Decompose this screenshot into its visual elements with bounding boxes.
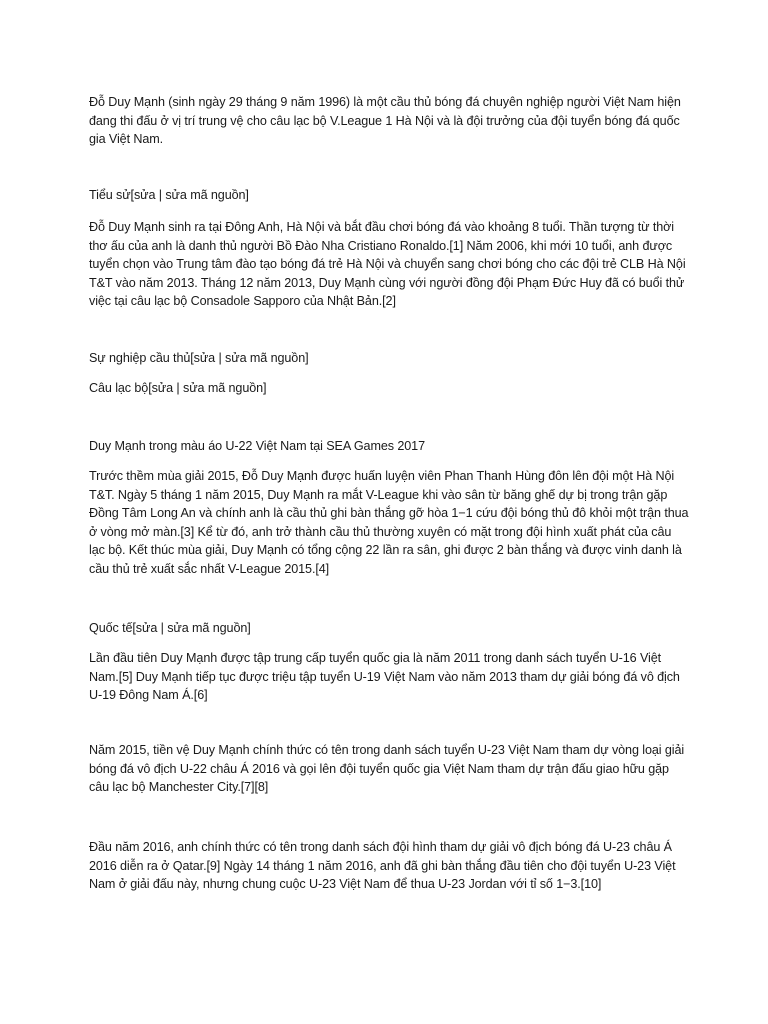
heading-career: Sự nghiệp cầu thủ[sửa | sửa mã nguồn]	[89, 351, 309, 365]
club-paragraph: Trước thềm mùa giải 2015, Đỗ Duy Mạnh được huấn luyện viên Phan Thanh Hùng đôn lên đội một Hà Nội T&T. Ngày 5 tháng 1 năm 2015, Duy Mạnh ra mắt V-League khi vào sân từ băng ghế dự bị trong trận gặp Đồng Tâm Long An và chính anh là cầu thủ ghi bàn thắng gỡ hòa 1−1 cứu đội bóng thủ đô khỏi một trận thua ở vòng mở màn.[3] Kể từ đó, anh trở thành cầu thủ thường xuyên có mặt trong đội hình xuất phát của câu lạc bộ. Kết thúc mùa giải, Duy Mạnh có tổng cộng 22 lần ra sân, ghi được 2 bàn thắng và được vinh danh là cầu thủ trẻ xuất sắc nhất V-League 2015.[4]	[89, 469, 689, 576]
biography-paragraph: Đỗ Duy Mạnh sinh ra tại Đông Anh, Hà Nội và bắt đầu chơi bóng đá vào khoảng 8 tuổi. Thần tượng từ thời thơ ấu của anh là danh thủ người Bồ Đào Nha Cristiano Ronaldo.[1] Năm 2006, khi mới 10 tuổi, anh được tuyển chọn vào Trung tâm đào tạo bóng đá trẻ Hà Nội và chuyển sang chơi bóng cho các đội trẻ CLB Hà Nội T&T vào năm 2013. Tháng 12 năm 2013, Duy Mạnh cùng với người đồng đội Phạm Đức Huy đã có buổi thử việc tại câu lạc bộ Consadole Sapporo của Nhật Bản.[2]	[89, 220, 686, 309]
heading-biography: Tiểu sử[sửa | sửa mã nguồn]	[89, 188, 249, 202]
heading-international: Quốc tế[sửa | sửa mã nguồn]	[89, 621, 251, 635]
international-paragraph-1: Lần đầu tiên Duy Mạnh được tập trung cấp tuyển quốc gia là năm 2011 trong danh sách tuyển U-16 Việt Nam.[5] Duy Mạnh tiếp tục được triệu tập tuyển U-19 Việt Nam vào năm 2013 tham dự giải bóng đá vô địch U-19 Đông Nam Á.[6]	[89, 651, 680, 703]
heading-club: Câu lạc bộ[sửa | sửa mã nguồn]	[89, 381, 267, 395]
international-paragraph-2: Năm 2015, tiền vệ Duy Mạnh chính thức có tên trong danh sách tuyển U-23 Việt Nam tham dự vòng loại giải bóng đá vô địch U-22 châu Á 2016 và gọi lên đội tuyển quốc gia Việt Nam tham dự trận đấu giao hữu gặp câu lạc bộ Manchester City.[7][8]	[89, 743, 685, 795]
intro-paragraph: Đỗ Duy Mạnh (sinh ngày 29 tháng 9 năm 1996) là một cầu thủ bóng đá chuyên nghiệp người Việt Nam hiện đang thi đấu ở vị trí trung vệ cho câu lạc bộ V.League 1 Hà Nội và là đội trưởng của đội tuyển bóng đá quốc gia Việt Nam.	[89, 95, 681, 147]
international-paragraph-3: Đầu năm 2016, anh chính thức có tên trong danh sách đội hình tham dự giải vô địch bóng đá U-23 châu Á 2016 diễn ra ở Qatar.[9] Ngày 14 tháng 1 năm 2016, anh đã ghi bàn thắng đầu tiên cho đội tuyển U-23 Việt Nam ở giải đấu này, nhưng chung cuộc U-23 Việt Nam để thua U-23 Jordan với tỉ số 1−3.[10]	[89, 840, 676, 892]
image-caption: Duy Mạnh trong màu áo U-22 Việt Nam tại SEA Games 2017	[89, 439, 425, 453]
